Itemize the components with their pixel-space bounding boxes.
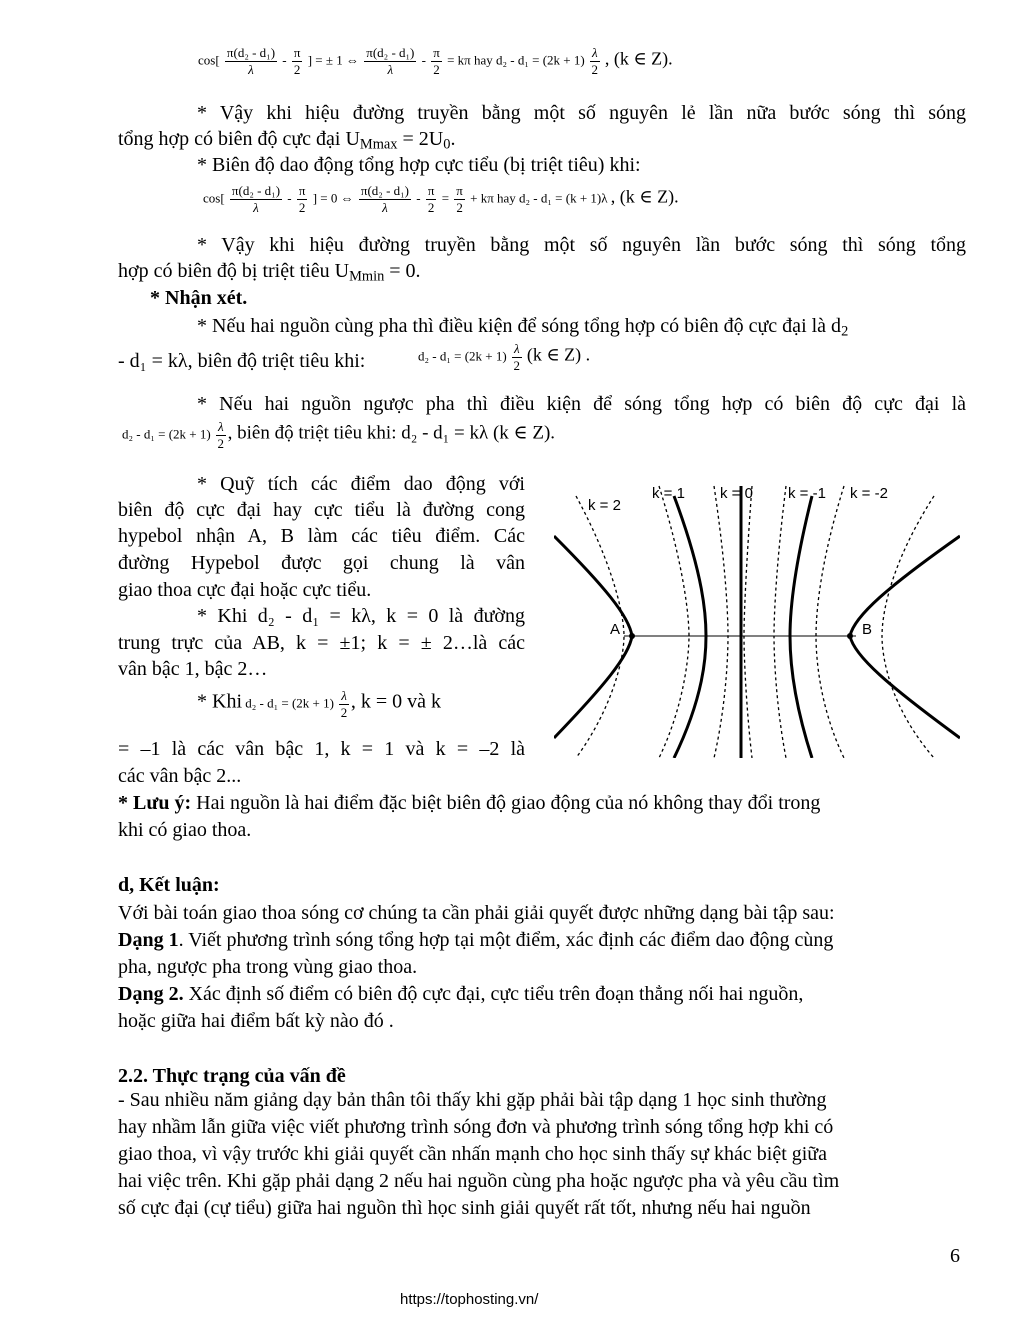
para-null-amplitude: * Vậy khi hiệu đường truyền bằng một số nguyên lần bước sóng thì sóng tổng [197,234,966,256]
para-in-phase-cont: - d₁ = kλ, biên độ triệt tiêu khi: [118,350,366,372]
status-line-3: giao thoa, vì vậy trước khi giải quyết cần nhấn mạnh cho học sinh thấy sự khác biệt giữa [118,1143,828,1165]
label-km2: k = -2 [850,485,888,502]
order-line-6: các vân bậc 2... [118,765,242,787]
status-line-1: - Sau nhiều năm giảng dạy bản thân tôi thấy khi gặp phải bài tập dạng 1 học sinh thường [118,1089,827,1111]
heading-nhan-xet: * Nhận xét. [150,287,248,309]
point-a [629,633,635,639]
para-min-amplitude: * Biên độ dao động tổng hợp cực tiểu (bị triệt tiêu) khi: [197,154,641,176]
hyperbola-km1 [790,496,812,758]
formula-anti-phase: d₂ - d₁ = (2k + 1) $\frac{\lambda}{2}$ , biên độ triệt tiêu khi: d₂ - d₁ = kλ (k ∈ Z). [122,419,556,451]
note-luu-y: * Lưu ý: Hai nguồn là hai điểm đặc biệt biên độ giao động của nó không thay đổi trong [118,792,821,814]
type-2: Dạng 2. Xác định số điểm có biên độ cực đại, cực tiểu trên đoạn thẳng nối hai nguồn, [118,983,804,1005]
formula-in-phase: d₂ - d₁ = (2k + 1) $\frac{\lambda}{2}$ (k ∈ Z) . [418,341,591,373]
para-anti-phase: * Nếu hai nguồn ngược pha thì điều kiện để sóng tổng hợp có biên độ cực đại là [197,393,966,415]
formula-cos-max: cos[ $\frac{\text{π(d₂ - d₁)}}{\lambda}$ - $\frac{\pi}{2}$ ] = ± 1 ⇔ $\frac{\text{π(d₂ - d₁)}}{\lambda}$ - $\frac{\pi}{2}$ = kπ hay d₂ - d₁ = (2k + 1) $\frac{\lambda}{2}$ , (k ∈ Z). [198,45,673,77]
locus-line-1: * Quỹ tích các điểm dao động với [197,473,525,495]
type-1-cont: pha, ngược pha trong vùng giao thoa. [118,956,418,978]
order-line-1: * Khi d₂ - d₁ = kλ, k = 0 là đường [197,605,525,627]
hyperbola-min-7 [882,496,934,758]
order-line-3: vân bậc 1, bậc 2… [118,658,268,680]
locus-line-2: biên độ cực đại hay cực tiểu là đường cong [118,499,525,521]
label-km1: k = -1 [788,485,826,502]
formula-cos-min: cos[ $\frac{\text{π(d₂ - d₁)}}{\lambda}$ - $\frac{\pi}{2}$ ] = 0 ⇔ $\frac{\text{π(d₂ - d₁)}}{\lambda}$ - $\frac{\pi}{2}$ = $\frac{\pi}{2}$ + kπ hay d₂ - d₁ = (k + 1)λ , (k ∈ Z). [203,183,679,215]
interference-figure [554,476,960,758]
hyperbola-min-5 [774,486,786,758]
para-max-amplitude-cont: tổng hợp có biên độ cực đại $U_{Mmax} = 2U_0$. [118,128,456,153]
heading-ket-luan: d, Kết luận: [118,874,220,896]
status-line-2: hay nhầm lẫn giữa việc viết phương trình sóng đơn và phương trình sóng tổng hợp khi có [118,1116,834,1138]
order-line-2: trung trực của AB, k = ±1; k = ± 2…là các [118,632,525,654]
para-null-amplitude-cont: hợp có biên độ bị triệt tiêu $U_{Mmin} = 0$. [118,260,421,285]
formula-order-half: * Khi d₂ - d₁ = (2k + 1) $\frac{\lambda}{2}$ , k = 0 và k [197,688,442,720]
point-b [847,633,853,639]
hyperbola-min-4 [744,486,752,758]
hyperbola-k1 [674,496,706,758]
status-line-5: số cực đại (cự tiểu) giữa hai nguồn thì học sinh giải quyết rất tốt, nhưng nếu hai nguồn [118,1197,811,1219]
hyperbola-k2 [554,536,632,738]
para-max-amplitude: * Vậy khi hiệu đường truyền bằng một số nguyên lẻ lần nữa bước sóng thì sóng [197,102,966,124]
order-line-5: = –1 là các vân bậc 1, k = 1 và k = –2 là [118,738,525,760]
conclusion-intro: Với bài toán giao thoa sóng cơ chúng ta cần phải giải quyết được những dạng bài tập sau: [118,902,835,924]
label-k2: k = 2 [588,497,621,514]
para-in-phase: * Nếu hai nguồn cùng pha thì điều kiện để sóng tổng hợp có biên độ cực đại là $d_2$ [197,315,849,340]
hyperbola-min-3 [714,486,728,758]
heading-2-2: 2.2. Thực trạng của vấn đề [118,1065,346,1087]
footer-url[interactable]: https://tophosting.vn/ [400,1291,539,1308]
status-line-4: hai việc trên. Khi gặp phải dạng 2 nếu hai nguồn cùng pha hoặc ngược pha và yêu cầu tìm [118,1170,840,1192]
label-b: B [862,621,873,638]
type-2-cont: hoặc giữa hai điểm bất kỳ nào đó . [118,1010,394,1032]
type-1: Dạng 1. Viết phương trình sóng tổng hợp tại một điểm, xác định các điểm dao động cùng [118,929,834,951]
locus-line-4: đường Hypebol được gọi chung là vân [118,552,525,574]
page-number: 6 [950,1245,960,1267]
hyperbola-min-6 [816,486,844,758]
label-k1: k = 1 [652,485,685,502]
label-a: A [610,621,621,638]
locus-line-5: giao thoa cực đại hoặc cực tiểu. [118,579,372,601]
locus-line-3: hypebol nhận A, B làm các tiêu điểm. Các [118,525,525,547]
note-luu-y-cont: khi có giao thoa. [118,819,252,841]
label-k0: k = 0 [720,485,753,502]
